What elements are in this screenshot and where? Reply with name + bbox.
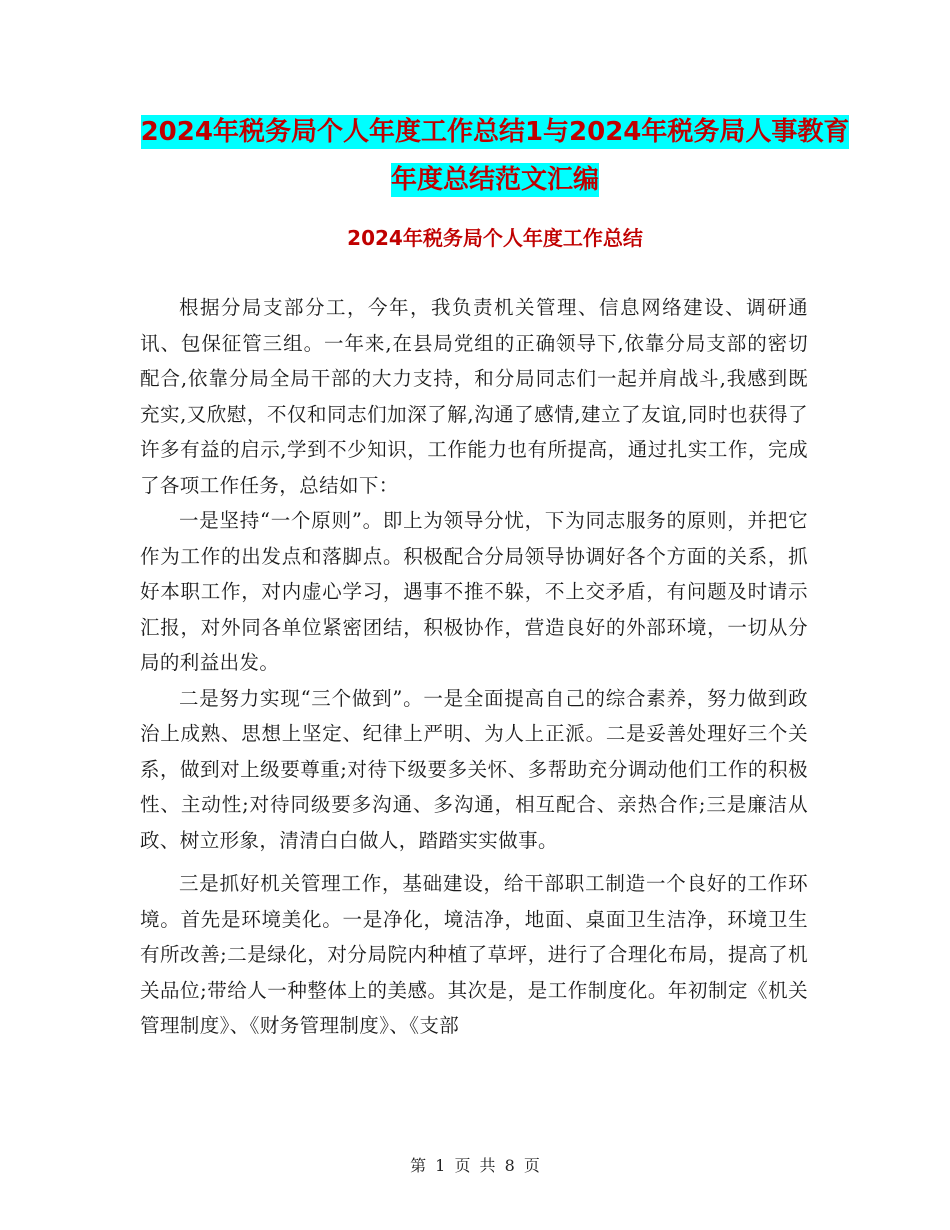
document-title — [140, 108, 850, 204]
document-title-text: 2024年税务局个人年度工作总结1与2024年税务局人事教育年度总结范文汇编 — [140, 117, 850, 195]
page-footer: 第 1 页 共 8 页 — [410, 1156, 540, 1175]
paragraph-principle: 一是坚持“一个原则”。即上为领导分忧，下为同志服务的原则，并把它作为工作的出发点和落脚点。积极配合分局领导协调好各个方面的关系，抓好本职工作，对内虚心学习，遇事不推不躲，不上交矛盾，有问题及时请示汇报，对外同各单位紧密团结，积极协作，营造良好的外部环境，一切从分局的利益出发。 — [140, 509, 808, 674]
paragraph-three-achievements: 二是努力实现“三个做到”。一是全面提高自己的综合素养，努力做到政治上成熟、思想上坚定、纪律上严明、为人上正派。二是妥善处理好三个关系，做到对上级要尊重;对待下级要多关怀、多帮助充分调动他们工作的积极性、主动性;对待同级要多沟通、多沟通，相互配合、亲热合作;三是廉洁从政、树立形象，清清白白做人，踏踏实实做事。 — [140, 686, 808, 852]
section-title: 2024年税务局个人年度工作总结 — [347, 226, 643, 250]
paragraph-office-management: 三是抓好机关管理工作，基础建设，给干部职工制造一个良好的工作环境。首先是环境美化。一是净化，境洁净，地面、桌面卫生洁净，环境卫生有所改善;二是绿化，对分局院内种植了草坪，进行了合理化布局，提高了机关品位;带给人一种整体上的美感。其次是，是工作制度化。年初制定《机关管理制度》、《财务管理制度》、《支部 — [140, 872, 808, 1037]
paragraph-intro: 根据分局支部分工，今年，我负责机关管理、信息网络建设、调研通讯、包保征管三组。一年来,在县局党组的正确领导下,依靠分局支部的密切配合,依靠分局全局干部的大力支持，和分局同志们一起并肩战斗,我感到既充实,又欣慰，不仅和同志们加深了解,沟通了感情,建立了友谊,同时也获得了许多有益的启示,学到不少知识，工作能力也有所提高，通过扎实工作，完成了各项工作任务，总结如下： — [140, 296, 808, 497]
document-body — [140, 290, 808, 1044]
